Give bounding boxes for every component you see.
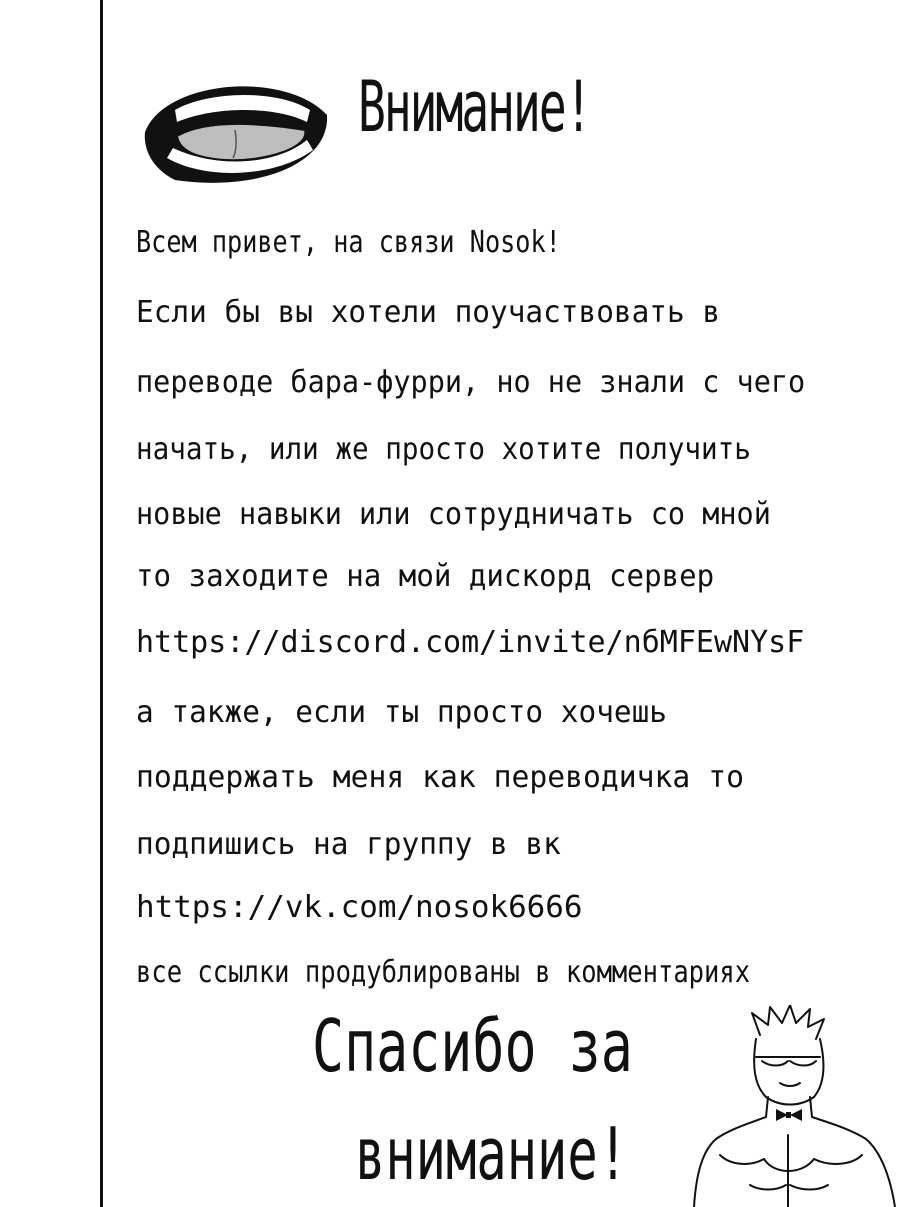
page-border-line: [100, 0, 103, 1207]
body-line-intro: Если бы вы хотели поучаствовать в: [136, 295, 721, 330]
open-mouth-icon: [135, 70, 335, 195]
footer-thanks-line-2: внимание!: [355, 1112, 629, 1196]
body-line-subscribe: подпишись на группу в вк: [136, 827, 561, 862]
body-line-greeting: Всем привет, на связи Nosok!: [136, 225, 561, 260]
body-line-start: начать, или же просто хотите получить: [136, 432, 751, 467]
body-line-translation: переводе бара-фурри, но не знали с чего: [136, 365, 806, 400]
body-line-discord-invite: то заходите на мой дискорд сервер: [136, 559, 715, 594]
muscular-character-with-bowtie-icon: [690, 1005, 907, 1207]
body-line-support-translator: поддержать меня как переводичка то: [136, 760, 744, 795]
vk-link[interactable]: https://vk.com/nosok6666: [136, 890, 583, 925]
body-line-skills: новые навыки или сотрудничать со мной: [136, 497, 771, 532]
footer-thanks-line-1: Спасибо за: [312, 1004, 633, 1088]
body-line-support: а также, если ты просто хочешь: [136, 695, 668, 730]
discord-link[interactable]: https://discord.com/invite/nбMFEwNYsF: [136, 625, 805, 660]
page-title: Внимание!: [358, 66, 591, 148]
body-line-comments: все ссылки продублированы в комментариях: [136, 955, 751, 990]
